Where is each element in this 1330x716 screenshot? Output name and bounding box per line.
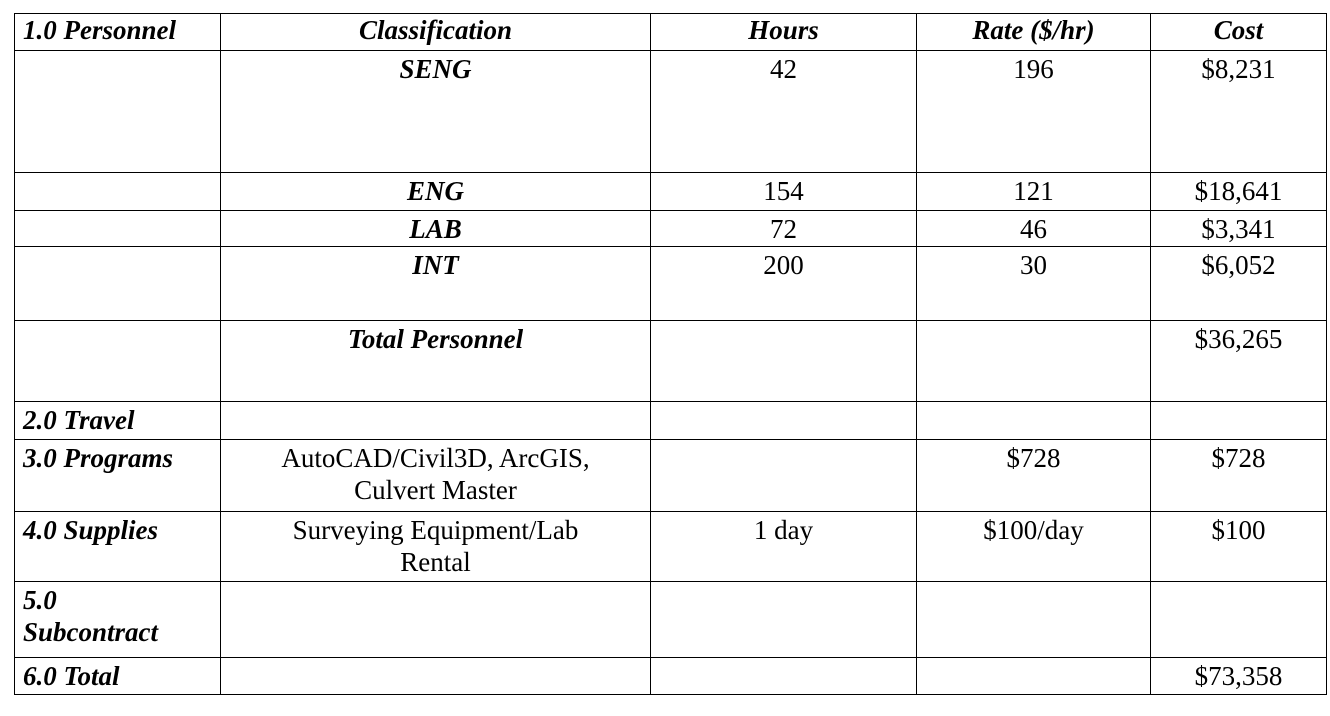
- empty-cell: [917, 402, 1151, 440]
- table-row-int: [15, 247, 1327, 321]
- empty-cell: [651, 402, 917, 440]
- supplies-line-1: Surveying Equipment/Lab: [292, 515, 579, 545]
- empty-cell: [15, 321, 221, 402]
- classification-cell: [221, 440, 651, 512]
- rate-cell: 30: [917, 247, 1151, 321]
- section-supplies: 4.0 Supplies: [15, 512, 221, 582]
- classification-cell: LAB: [221, 211, 651, 247]
- supplies-line-2: Rental: [400, 547, 471, 577]
- table-row-travel: [15, 402, 1327, 440]
- empty-cell: [651, 321, 917, 402]
- rate-cell: $100/day: [917, 512, 1151, 582]
- table-row-seng: [15, 51, 1327, 173]
- empty-cell: [221, 658, 651, 695]
- programs-line-2: Culvert Master: [354, 475, 517, 505]
- rate-cell: 46: [917, 211, 1151, 247]
- empty-cell: [1151, 582, 1327, 658]
- empty-cell: [917, 582, 1151, 658]
- empty-cell: [917, 321, 1151, 402]
- grand-total-cost: $73,358: [1151, 658, 1327, 695]
- budget-table: [14, 13, 1327, 695]
- empty-cell: [221, 402, 651, 440]
- empty-cell: [651, 582, 917, 658]
- rate-cell: 121: [917, 173, 1151, 211]
- empty-cell: [651, 658, 917, 695]
- rate-cell: $728: [917, 440, 1151, 512]
- subcontract-line-1: 5.0: [23, 585, 57, 615]
- total-personnel-label: Total Personnel: [221, 321, 651, 402]
- header-row: [15, 14, 1327, 51]
- section-subcontract: [15, 582, 221, 658]
- empty-cell: [221, 582, 651, 658]
- rate-cell: 196: [917, 51, 1151, 173]
- section-travel: 2.0 Travel: [15, 402, 221, 440]
- hours-cell: 154: [651, 173, 917, 211]
- cost-cell: $6,052: [1151, 247, 1327, 321]
- classification-cell: SENG: [221, 51, 651, 173]
- empty-cell: [1151, 402, 1327, 440]
- classification-cell: ENG: [221, 173, 651, 211]
- cost-cell: $8,231: [1151, 51, 1327, 173]
- subcontract-line-2: Subcontract: [23, 617, 159, 647]
- hours-cell: 72: [651, 211, 917, 247]
- empty-cell: [15, 247, 221, 321]
- total-personnel-cost: $36,265: [1151, 321, 1327, 402]
- header-personnel: 1.0 Personnel: [15, 14, 221, 51]
- hours-cell: 42: [651, 51, 917, 173]
- table-row-supplies: [15, 512, 1327, 582]
- table-row-eng: [15, 173, 1327, 211]
- classification-cell: [221, 512, 651, 582]
- header-hours: Hours: [651, 14, 917, 51]
- programs-line-1: AutoCAD/Civil3D, ArcGIS,: [281, 443, 590, 473]
- cost-cell: $728: [1151, 440, 1327, 512]
- table-row-programs: [15, 440, 1327, 512]
- header-rate: Rate ($/hr): [917, 14, 1151, 51]
- cost-cell: $18,641: [1151, 173, 1327, 211]
- table-row-total: [15, 658, 1327, 695]
- table-row-subcontract: [15, 582, 1327, 658]
- cost-cell: $100: [1151, 512, 1327, 582]
- empty-cell: [15, 173, 221, 211]
- section-total: 6.0 Total: [15, 658, 221, 695]
- hours-cell: 1 day: [651, 512, 917, 582]
- header-cost: Cost: [1151, 14, 1327, 51]
- empty-cell: [15, 51, 221, 173]
- classification-cell: INT: [221, 247, 651, 321]
- empty-cell: [15, 211, 221, 247]
- hours-cell: 200: [651, 247, 917, 321]
- section-programs: 3.0 Programs: [15, 440, 221, 512]
- empty-cell: [917, 658, 1151, 695]
- cost-cell: $3,341: [1151, 211, 1327, 247]
- table-row-total-personnel: [15, 321, 1327, 402]
- empty-cell: [651, 440, 917, 512]
- header-classification: Classification: [221, 14, 651, 51]
- table-row-lab: [15, 211, 1327, 247]
